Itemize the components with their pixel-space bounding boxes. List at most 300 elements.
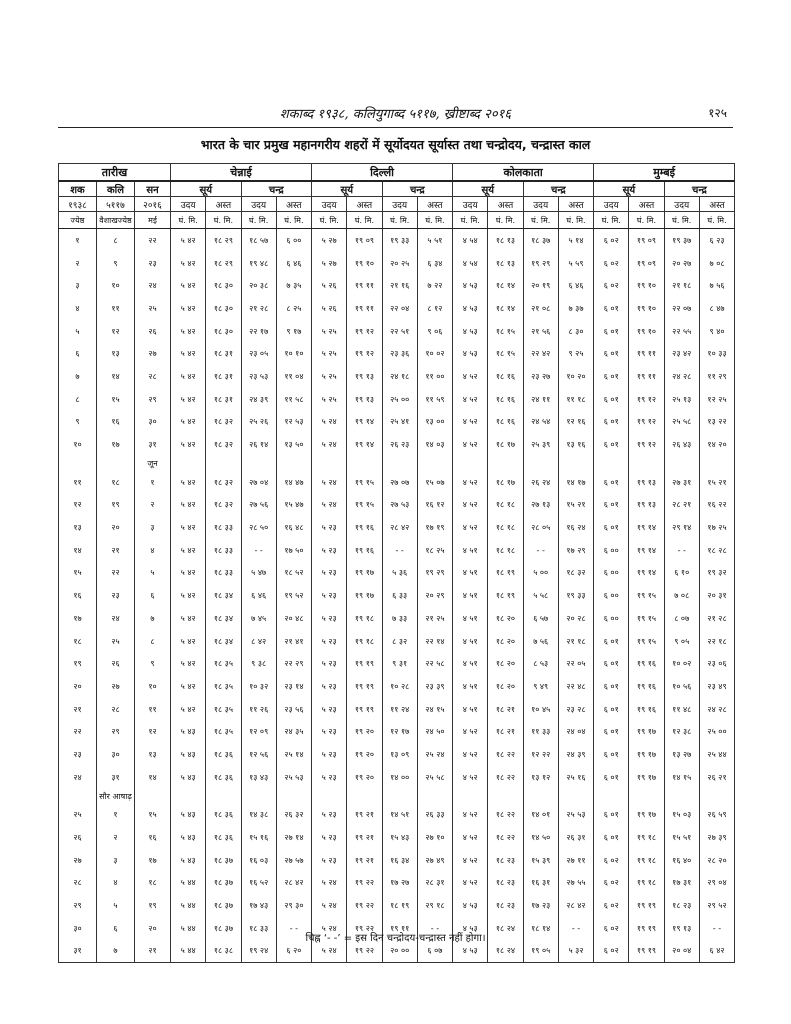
table-cell: ३०: [135, 411, 171, 434]
table-cell: १८ ३३: [241, 917, 276, 940]
table-cell: [453, 456, 488, 471]
table-cell: २१ २८: [241, 297, 276, 320]
table-cell: ११: [135, 698, 171, 721]
table-cell: १८ २३: [488, 849, 523, 872]
table-cell: - -: [382, 539, 417, 562]
table-cell: २४: [97, 607, 135, 630]
table-cell: ७ ०८: [664, 584, 699, 607]
header-rise: उदय: [171, 197, 206, 212]
table-cell: ३१: [135, 433, 171, 456]
table-cell: ५ ४२: [171, 274, 206, 297]
table-cell: १८ ३६: [206, 804, 241, 827]
table-cell: २१ १६: [382, 274, 417, 297]
table-cell: [241, 456, 276, 471]
table-cell: २६ १४: [241, 433, 276, 456]
header-set: अस्त: [276, 197, 311, 212]
table-cell: १९ १३: [629, 494, 664, 517]
table-row: [59, 252, 735, 275]
table-cell: ४ ५३: [453, 917, 488, 940]
table-cell: ७ ५६: [699, 274, 734, 297]
table-cell: ४ ५२: [453, 720, 488, 743]
table-cell: [664, 456, 699, 471]
table-cell: २७ ३९: [699, 826, 734, 849]
table-cell: २२ ०५: [558, 652, 593, 675]
table-cell: १९ ५२: [276, 584, 311, 607]
table-cell: २७ ५७: [276, 849, 311, 872]
table-cell: [312, 789, 347, 804]
table-cell: २१ १८: [558, 630, 593, 653]
table-cell: ५ २५: [312, 342, 347, 365]
table-cell: १८ ३७: [206, 894, 241, 917]
table-cell: १९ १२: [347, 342, 382, 365]
table-cell: १८ १५: [488, 320, 523, 343]
table-cell: ११ ०४: [276, 365, 311, 388]
table-cell: १९ १५: [629, 584, 664, 607]
table-cell: १८ २४: [488, 940, 523, 963]
table-cell: - -: [523, 539, 558, 562]
table-cell: १५ ०७: [417, 471, 452, 494]
table-cell: [523, 456, 558, 471]
table-cell: ५ ४२: [171, 516, 206, 539]
table-cell: [347, 456, 382, 471]
table-cell: ८: [59, 388, 97, 411]
table-cell: १९ २४: [241, 940, 276, 963]
table-cell: ११ ५९: [417, 388, 452, 411]
table-cell: २४ ५०: [417, 720, 452, 743]
unit-label: घं. मि.: [312, 212, 347, 229]
table-cell: ४ ५२: [453, 471, 488, 494]
table-row: [59, 229, 735, 252]
table-cell: ४ ५४: [453, 252, 488, 275]
table-cell: ६ ०२: [594, 940, 629, 963]
table-row: [59, 365, 735, 388]
table-cell: १९ १८: [629, 849, 664, 872]
header-row-sun-moon: [59, 181, 735, 197]
table-cell: २५: [59, 804, 97, 827]
table-cell: २७ ५३: [382, 494, 417, 517]
unit-label: घं. मि.: [347, 212, 382, 229]
table-cell: २९: [59, 894, 97, 917]
table-cell: २२ ५१: [382, 320, 417, 343]
header-sun: सूर्य: [453, 181, 524, 197]
table-cell: २७ १४: [276, 826, 311, 849]
table-cell: १८ १३: [488, 252, 523, 275]
table-cell: २४ ३९: [241, 388, 276, 411]
table-cell: १९ १३: [629, 471, 664, 494]
table-cell: ९ ३८: [241, 652, 276, 675]
table-cell: ४: [97, 872, 135, 895]
table-cell: २४ ३९: [558, 743, 593, 766]
table-cell: २२ १७: [241, 320, 276, 343]
table-cell: ४ ५१: [453, 562, 488, 585]
table-cell: [135, 789, 171, 804]
table-cell: २५ १६: [558, 766, 593, 789]
table-cell: १२ १७: [382, 720, 417, 743]
table-cell: १८ १७: [488, 433, 523, 456]
header-set: अस्त: [629, 197, 664, 212]
table-cell: १८ ३७: [206, 917, 241, 940]
table-cell: [206, 456, 241, 471]
table-cell: २२ ४२: [523, 342, 558, 365]
table-cell: १५: [59, 562, 97, 585]
table-cell: ५ २३: [312, 698, 347, 721]
table-cell: ५ ४४: [171, 872, 206, 895]
table-cell: २३ ३९: [417, 675, 452, 698]
table-cell: २५ १३: [664, 388, 699, 411]
header-date: तारीख: [59, 164, 171, 182]
table-cell: १२ ५६: [241, 743, 276, 766]
table-cell: ५ ४२: [171, 494, 206, 517]
table-cell: ४ ५४: [453, 229, 488, 252]
table-cell: [59, 789, 97, 804]
table-cell: १८ १६: [488, 411, 523, 434]
table-cell: १९ १२: [347, 320, 382, 343]
table-cell: २५ ५३: [276, 766, 311, 789]
table-cell: १९ २१: [347, 849, 382, 872]
table-cell: १३ २७: [664, 743, 699, 766]
table-cell: ५ २३: [312, 516, 347, 539]
table-cell: १९ १०: [347, 252, 382, 275]
table-cell: २६ २४: [523, 471, 558, 494]
unit-label: घं. मि.: [558, 212, 593, 229]
table-cell: ५ ३२: [558, 940, 593, 963]
table-cell: १२ २५: [699, 388, 734, 411]
table-cell: १८ १४: [488, 297, 523, 320]
table-cell: १८ १७: [488, 471, 523, 494]
table-cell: २५ २६: [241, 411, 276, 434]
table-cell: ११ २४: [382, 698, 417, 721]
table-cell: ११: [97, 297, 135, 320]
table-cell: १८ १९: [488, 562, 523, 585]
table-cell: २७ १३: [523, 494, 558, 517]
table-cell: २७ १०: [417, 826, 452, 849]
table-cell: १९ २०: [347, 720, 382, 743]
table-cell: २३ ३६: [382, 342, 417, 365]
table-body: [59, 229, 735, 963]
table-cell: १४ ४७: [276, 471, 311, 494]
table-cell: १८ १६: [488, 388, 523, 411]
table-cell: १८ १४: [488, 274, 523, 297]
page-number: १२५: [708, 106, 727, 120]
table-title: भारत के चार प्रमुख महानगरीय शहरों में सूर्योदयत सूर्यास्त तथा चन्द्रोदय, चन्द्रास्त काल: [200, 137, 591, 152]
table-cell: २८: [59, 872, 97, 895]
table-cell: ६ २०: [276, 940, 311, 963]
table-cell: ५: [135, 562, 171, 585]
table-cell: १२ १६: [558, 411, 593, 434]
table-cell: [558, 789, 593, 804]
table-cell: १८ ३४: [206, 584, 241, 607]
table-cell: २१ ५६: [523, 320, 558, 343]
table-cell: १७ २३: [523, 894, 558, 917]
table-row: [59, 388, 735, 411]
table-cell: १८ २२: [488, 743, 523, 766]
table-row: [59, 584, 735, 607]
table-cell: ४ ५३: [453, 342, 488, 365]
table-cell: २९: [135, 388, 171, 411]
table-cell: ६ ०१: [594, 433, 629, 456]
table-cell: १८ ३१: [206, 342, 241, 365]
table-cell: १२ ३८: [664, 720, 699, 743]
table-cell: २३: [97, 584, 135, 607]
table-cell: २७ ५६: [241, 494, 276, 517]
table-cell: ५ २५: [312, 388, 347, 411]
table-cell: १९ २९: [417, 562, 452, 585]
table-cell: १९ १९: [629, 894, 664, 917]
table-cell: [699, 456, 734, 471]
table-cell: ८: [97, 229, 135, 252]
table-cell: १२ २२: [523, 743, 558, 766]
header-chennai: चेन्नाई: [171, 164, 312, 182]
table-cell: ४ ५२: [453, 516, 488, 539]
table-cell: १९ १६: [629, 675, 664, 698]
table-cell: १६: [97, 411, 135, 434]
table-cell: १० ४५: [523, 698, 558, 721]
table-cell: ५ २३: [312, 720, 347, 743]
table-row: [59, 849, 735, 872]
table-cell: ९ ४९: [523, 675, 558, 698]
table-cell: १९ १३: [664, 917, 699, 940]
table-cell: १४: [97, 365, 135, 388]
table-cell: ५ २३: [312, 562, 347, 585]
table-cell: [523, 789, 558, 804]
header-rise: उदय: [382, 197, 417, 212]
table-cell: १९ १२: [629, 411, 664, 434]
unit-label: घं. मि.: [382, 212, 417, 229]
table-cell: ७ ३३: [382, 607, 417, 630]
table-cell: १७: [135, 849, 171, 872]
table-cell: ४ ५१: [453, 584, 488, 607]
table-cell: २२ १८: [699, 630, 734, 653]
table-cell: ११ २९: [699, 365, 734, 388]
table-cell: १९ ३३: [382, 229, 417, 252]
unit-label: घं. मि.: [276, 212, 311, 229]
table-cell: ५ ४२: [171, 607, 206, 630]
table-cell: ४ ५३: [453, 320, 488, 343]
table-cell: १९ १०: [629, 320, 664, 343]
table-cell: ५ २६: [312, 274, 347, 297]
table-cell: ७ ४५: [241, 607, 276, 630]
header-sun: सूर्य: [312, 181, 383, 197]
table-cell: १८ ३८: [206, 940, 241, 963]
table-cell: २४ ३५: [276, 720, 311, 743]
table-cell: ६ ००: [594, 607, 629, 630]
table-cell: ५ ४३: [171, 766, 206, 789]
table-cell: २८: [97, 698, 135, 721]
table-cell: १६ २४: [558, 516, 593, 539]
table-row: [59, 652, 735, 675]
table-cell: १६ ४८: [276, 516, 311, 539]
table-cell: ६ ०१: [594, 652, 629, 675]
table-cell: २७: [97, 675, 135, 698]
table-cell: २४ २८: [699, 698, 734, 721]
table-cell: १८ ३०: [206, 274, 241, 297]
table-cell: २९ ३०: [276, 894, 311, 917]
table-cell: ५ ००: [523, 562, 558, 585]
table-cell: ६ ०१: [594, 297, 629, 320]
table-cell: १९ ४८: [241, 252, 276, 275]
table-cell: २० २९: [417, 584, 452, 607]
table-cell: १९ १७: [347, 584, 382, 607]
table-cell: ४ ५३: [453, 274, 488, 297]
table-cell: १८ ३३: [206, 516, 241, 539]
table-cell: ९ ०५: [664, 630, 699, 653]
table-cell: ४ ५२: [453, 388, 488, 411]
unit-label: घं. मि.: [206, 212, 241, 229]
table-cell: १९ २१: [347, 826, 382, 849]
table-cell: १८ ३३: [206, 562, 241, 585]
table-cell: ५ ४२: [171, 630, 206, 653]
table-cell: ६ ०१: [594, 411, 629, 434]
table-cell: १९: [59, 652, 97, 675]
table-cell: ११ २६: [241, 698, 276, 721]
table-cell: २३: [135, 252, 171, 275]
table-cell: २३ २७: [523, 365, 558, 388]
table-cell: ६ ०१: [594, 720, 629, 743]
table-cell: [488, 456, 523, 471]
table-cell: १९ ०९: [347, 229, 382, 252]
table-cell: १८ २२: [488, 804, 523, 827]
table-cell: ५ २५: [312, 320, 347, 343]
table-cell: ५ ४२: [171, 584, 206, 607]
table-row: [59, 804, 735, 827]
table-cell: ५ २४: [312, 872, 347, 895]
table-cell: २०: [97, 516, 135, 539]
table-cell: १७ २७: [382, 872, 417, 895]
table-cell: ३: [135, 516, 171, 539]
table-cell: ५ २३: [312, 584, 347, 607]
table-cell: २७ ४९: [417, 849, 452, 872]
table-cell: १८ २९: [206, 252, 241, 275]
table-cell: १० ०२: [417, 342, 452, 365]
table-cell: १५ ०३: [664, 804, 699, 827]
unit-label: घं. मि.: [699, 212, 734, 229]
table-cell: ८ ५३: [523, 652, 558, 675]
table-cell: १३ ०९: [382, 743, 417, 766]
table-cell: १० १०: [276, 342, 311, 365]
table-cell: ४ ५२: [453, 804, 488, 827]
header-kali: कलि: [97, 181, 135, 197]
table-cell: २: [59, 252, 97, 275]
table-cell: १७ ४३: [241, 894, 276, 917]
header-year-kali: ५११७: [97, 197, 135, 212]
table-cell: १३ ४३: [241, 766, 276, 789]
table-cell: १९: [97, 494, 135, 517]
table-cell: ५ ४२: [171, 342, 206, 365]
table-cell: १५: [135, 804, 171, 827]
table-cell: १६: [59, 584, 97, 607]
table-cell: १९ ३३: [558, 584, 593, 607]
table-cell: १८ ३७: [206, 872, 241, 895]
table-cell: १९ २९: [523, 252, 558, 275]
table-cell: २१ ०८: [523, 297, 558, 320]
table-cell: १५ १६: [241, 826, 276, 849]
table-cell: ४ ५२: [453, 826, 488, 849]
table-cell: ६ ०२: [594, 274, 629, 297]
header-kolkata: कोलकाता: [453, 164, 594, 182]
table-cell: [276, 456, 311, 471]
table-cell: ६ ००: [594, 562, 629, 585]
table-cell: ४ ५२: [453, 494, 488, 517]
table-cell: २६: [59, 826, 97, 849]
table-cell: १९ १३: [347, 388, 382, 411]
table-cell: ५ ४२: [171, 471, 206, 494]
header-rise: उदय: [312, 197, 347, 212]
table-cell: ५ ४७: [241, 562, 276, 585]
table-cell: १२ ०९: [241, 720, 276, 743]
table-cell: २७ ०७: [382, 471, 417, 494]
table-cell: ४ ५१: [453, 652, 488, 675]
header-year-shak: १९३८: [59, 197, 97, 212]
table-cell: ६ ०२: [594, 252, 629, 275]
table-cell: ४ ५३: [453, 894, 488, 917]
table-cell: १३: [97, 342, 135, 365]
table-cell: १९ २०: [347, 743, 382, 766]
table-cell: १८ ३३: [206, 539, 241, 562]
table-cell: ५ ५९: [558, 252, 593, 275]
table-cell: १०: [135, 675, 171, 698]
table-cell: [382, 789, 417, 804]
table-cell: २४ ५४: [523, 411, 558, 434]
table-cell: ६ ०१: [594, 826, 629, 849]
table-row: [59, 894, 735, 917]
table-cell: १०: [59, 433, 97, 456]
table-cell: - -: [558, 917, 593, 940]
header-sun: सूर्य: [171, 181, 242, 197]
table-cell: १८ २९: [206, 229, 241, 252]
table-cell: ६ ०७: [417, 940, 452, 963]
table-cell: १८ ३२: [206, 471, 241, 494]
table-cell: १४ ३८: [241, 804, 276, 827]
table-cell: १८ १८: [488, 494, 523, 517]
table-cell: ५ २७: [312, 229, 347, 252]
header-delhi: दिल्ली: [312, 164, 453, 182]
table-row: [59, 471, 735, 494]
table-cell: ८ ३०: [558, 320, 593, 343]
table-cell: १९ २२: [347, 894, 382, 917]
table-cell: ८ २५: [276, 297, 311, 320]
table-cell: [97, 456, 135, 471]
table-cell: १९: [135, 894, 171, 917]
table-cell: २२: [59, 720, 97, 743]
table-cell: ८ ४७: [699, 297, 734, 320]
unit-label: घं. मि.: [417, 212, 452, 229]
table-cell: २७ ११: [558, 849, 593, 872]
table-cell: १६ ३१: [523, 872, 558, 895]
table-cell: ५ ४२: [171, 411, 206, 434]
table-cell: ६ १०: [664, 562, 699, 585]
table-cell: २१ १८: [664, 274, 699, 297]
table-cell: ६ ०१: [594, 494, 629, 517]
table-cell: १९ १८: [347, 630, 382, 653]
table-cell: २२ १४: [417, 630, 452, 653]
table-cell: १० ३२: [241, 675, 276, 698]
table-cell: १८ २१: [488, 698, 523, 721]
table-cell: ५ ४४: [171, 894, 206, 917]
header-row-cities: [59, 164, 735, 182]
table-cell: ४ ५२: [453, 411, 488, 434]
table-cell: १४: [59, 539, 97, 562]
table-cell: ६ ५७: [523, 607, 558, 630]
table-row: [59, 320, 735, 343]
table-cell: १८ २४: [488, 917, 523, 940]
table-cell: ६ ०१: [594, 388, 629, 411]
table-cell: १८ ३५: [206, 652, 241, 675]
table-cell: ६ ०१: [594, 471, 629, 494]
table-cell: २३ ४९: [699, 675, 734, 698]
table-cell: ८ १२: [417, 297, 452, 320]
table-cell: १४ ०१: [523, 804, 558, 827]
table-cell: १५ ५१: [664, 826, 699, 849]
